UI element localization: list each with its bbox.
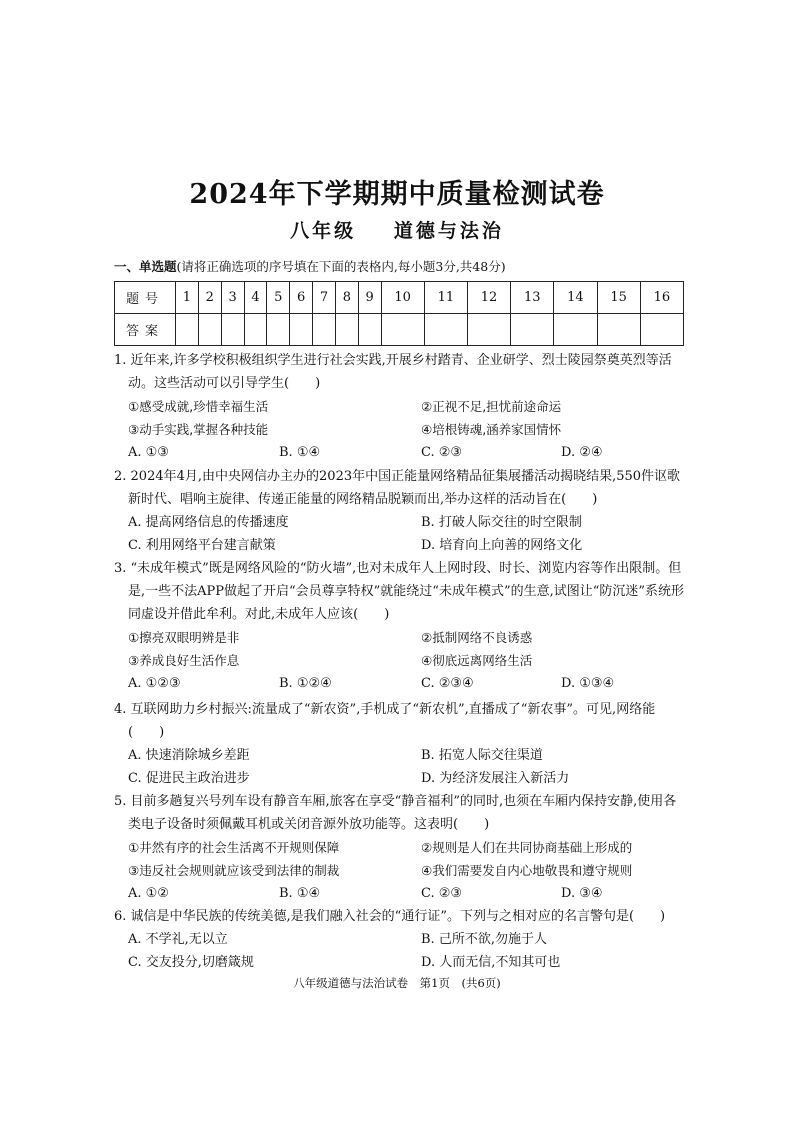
statement: ②规则是人们在共同协商基础上形成的 [421,840,633,855]
option-d: D. 人而无信,不知其可也 [421,955,561,970]
statement: ④彻底远离网络生活 [421,653,533,668]
question-5 [114,790,689,905]
section-heading [114,257,714,275]
option-c: C. ②③ [421,445,463,460]
answer-row-label: 答案 [115,314,176,346]
answer-cell[interactable] [511,314,554,346]
statement-row [114,626,689,649]
question-stem: 3. “未成年模式”既是网络风险的“防火墙”,也对未成年人上网时段、时长、浏览内容等作出限制。但是,一些不法APP做起了开启“会员尊享特权”就能绕过“未成年模式”的生意,试图让“防沉迷”系统形同虚设并借此牟利。对此,未成年人应该( ) [114,561,685,622]
answer-cell[interactable] [335,314,358,346]
question-number-cell: 13 [511,282,554,314]
option-c: C. 利用网络平台建言献策 [128,538,276,553]
statement-row [114,836,689,859]
question-number-cell: 14 [554,282,597,314]
option-b: B. ①④ [279,886,321,901]
option-b: B. ①②④ [279,676,332,691]
question-number-cell: 11 [424,282,467,314]
option-c: C. ②③④ [421,676,474,691]
answer-table-number-row [115,282,684,314]
option-d: D. ②④ [561,445,603,460]
option-row [114,534,689,557]
question-3 [114,557,689,695]
question-6 [114,905,689,974]
statement: ①井然有序的社会生活离不开规则保障 [128,840,340,855]
option-b: B. 己所不欲,勿施于人 [421,932,547,947]
option-d: D. ③④ [561,886,603,901]
answer-cell[interactable] [554,314,597,346]
question-number-cell: 15 [597,282,640,314]
statement: ③养成良好生活作息 [128,653,240,668]
question-number-cell: 7 [313,282,336,314]
section-label: 一、单选题 [114,259,177,274]
answer-cell[interactable] [597,314,640,346]
option-a: A. ①② [128,886,169,901]
number-row-label: 题号 [115,282,176,314]
answer-cell[interactable] [198,314,221,346]
answer-cell[interactable] [640,314,683,346]
option-c: C. ②③ [421,886,463,901]
answer-cell[interactable] [467,314,510,346]
statement: ②正视不足,担忧前途命运 [421,399,562,414]
answer-cell[interactable] [176,314,199,346]
question-number-cell: 9 [358,282,381,314]
section-instruction: (请将正确选项的序号填在下面的表格内,每小题3分,共48分) [176,259,506,274]
grade-label: 八年级 [290,220,357,242]
question-number-cell: 5 [267,282,290,314]
option-row [114,744,689,767]
option-b: B. ①④ [279,445,321,460]
option-c: C. 交友投分,切磨箴规 [128,955,254,970]
option-d: D. ①③④ [561,676,615,691]
option-row [114,882,689,905]
question-1 [114,349,689,464]
option-a: A. 不学礼,无以立 [128,932,228,947]
question-number-cell: 6 [290,282,313,314]
option-row [114,511,689,534]
option-a: A. 提高网络信息的传播速度 [128,515,289,530]
statement: ①感受成就,珍惜幸福生活 [128,399,269,414]
statement: ③违反社会规则就应该受到法律的制裁 [128,863,340,878]
statement-row [114,395,689,418]
question-number-cell: 1 [176,282,199,314]
option-row [114,928,689,951]
answer-cell[interactable] [290,314,313,346]
question-number-cell: 8 [335,282,358,314]
statement-row [114,859,689,882]
option-a: A. 快速消除城乡差距 [128,748,250,763]
exam-title: 2024年下学期期中质量检测试卷 [189,179,605,210]
answer-table-answer-row [115,314,684,346]
question-number-cell: 16 [640,282,683,314]
answer-cell[interactable] [221,314,244,346]
question-number-cell: 4 [244,282,267,314]
question-number-cell: 10 [381,282,424,314]
option-b: B. 打破人际交往的时空限制 [421,515,582,530]
option-d: D. 为经济发展注入新活力 [421,771,570,786]
answer-cell[interactable] [424,314,467,346]
question-stem: 4. 互联网助力乡村振兴:流量成了“新农资”,手机成了“新农机”,直播成了“新农事”。可见,网络能( ) [114,702,656,740]
question-stem: 2. 2024年4月,由中央网信办主办的2023年中国正能量网络精品征集展播活动揭晓结果,550件讴歌新时代、唱响主旋律、传递正能量的网络精品脱颖而出,举办这样的活动旨在( ) [114,469,681,507]
answer-cell[interactable] [267,314,290,346]
answer-cell[interactable] [381,314,424,346]
statement: ②抵制网络不良诱惑 [421,630,533,645]
option-c: C. 促进民主政治进步 [128,771,250,786]
statement-row [114,418,689,441]
question-4 [114,698,689,790]
option-a: A. ①②③ [128,676,181,691]
option-row [114,441,689,464]
option-d: D. 培育向上向善的网络文化 [421,538,583,553]
answer-table [114,281,684,346]
option-row [114,951,689,974]
question-2 [114,465,689,557]
question-number-cell: 2 [198,282,221,314]
statement: ③动手实践,掌握各种技能 [128,422,269,437]
option-b: B. 拓宽人际交往渠道 [421,748,543,763]
statement-row [114,649,689,672]
answer-cell[interactable] [358,314,381,346]
answer-cell[interactable] [313,314,336,346]
question-stem: 6. 诚信是中华民族的传统美德,是我们融入社会的“通行证”。下列与之相对应的名言警句是( ) [114,909,666,924]
question-stem: 5. 目前多趟复兴号列车设有静音车厢,旅客在享受“静音福利”的同时,也须在车厢内保持安静,使用各类电子设备时须佩戴耳机或关闭音源外放功能等。这表明( ) [114,794,677,832]
question-number-cell: 12 [467,282,510,314]
option-row [114,672,689,695]
option-row [114,767,689,790]
question-number-cell: 3 [221,282,244,314]
statement: ④我们需要发自内心地敬畏和遵守规则 [421,863,633,878]
question-stem: 1. 近年来,许多学校积极组织学生进行社会实践,开展乡村踏青、企业研学、烈士陵园祭奠英烈等活动。这些活动可以引导学生( ) [114,353,672,391]
answer-cell[interactable] [244,314,267,346]
subject-label: 道德与法治 [393,220,504,242]
exam-subtitle [0,216,794,243]
option-a: A. ①③ [128,445,169,460]
statement: ④培根铸魂,涵养家国情怀 [421,422,562,437]
page-footer: 八年级道德与法治试卷 第1页 (共6页) [293,976,501,990]
statement: ①擦亮双眼明辨是非 [128,630,240,645]
